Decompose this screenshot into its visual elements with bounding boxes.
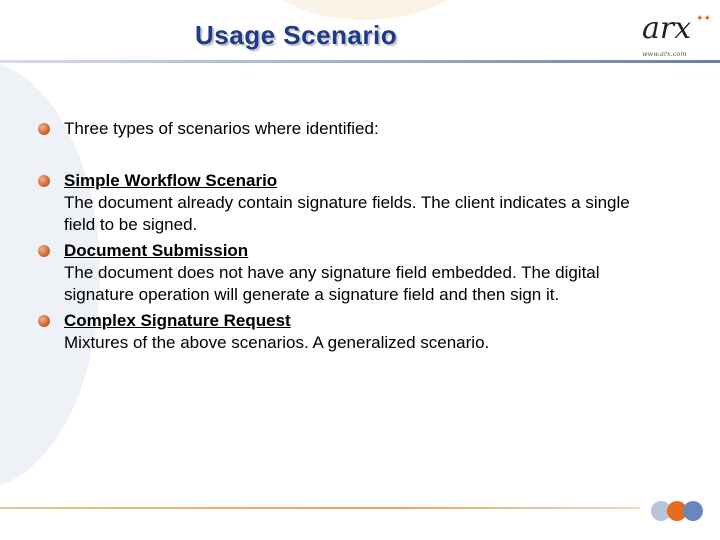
company-logo bbox=[640, 12, 710, 60]
logo-stars-icon: ✦✦ bbox=[696, 13, 712, 23]
bullet-icon bbox=[38, 123, 50, 135]
header-divider bbox=[0, 60, 720, 63]
footer-divider bbox=[0, 507, 640, 509]
scenario-item-document-submission bbox=[64, 240, 664, 306]
logo-url: www.arx.com bbox=[642, 50, 687, 58]
intro-text: Three types of scenarios where identified: bbox=[64, 119, 379, 138]
bullet-icon bbox=[38, 315, 50, 327]
scenario-description: The document does not have any signature field embedded. The digital signature operation will generate a signature field and then sign it. bbox=[64, 263, 600, 304]
scenario-heading: Document Submission bbox=[64, 241, 249, 260]
slide-body bbox=[64, 118, 664, 358]
scenario-description: Mixtures of the above scenarios. A generalized scenario. bbox=[64, 333, 490, 352]
scenario-heading: Simple Workflow Scenario bbox=[64, 171, 278, 190]
background-decoration-top bbox=[250, 0, 480, 20]
scenario-list bbox=[64, 170, 664, 354]
logo-mark: arx bbox=[642, 11, 692, 46]
slide-title: Usage Scenario bbox=[195, 20, 398, 50]
footer-dot-blue bbox=[683, 501, 703, 521]
three-dots-decoration-icon bbox=[651, 501, 711, 521]
bullet-icon bbox=[38, 245, 50, 257]
bullet-icon bbox=[38, 175, 50, 187]
scenario-heading: Complex Signature Request bbox=[64, 311, 291, 330]
scenario-item-simple-workflow bbox=[64, 170, 664, 236]
scenario-item-complex-signature bbox=[64, 310, 664, 354]
intro-bullet bbox=[64, 118, 664, 140]
scenario-description: The document already contain signature fields. The client indicates a single field to be signed. bbox=[64, 193, 630, 234]
